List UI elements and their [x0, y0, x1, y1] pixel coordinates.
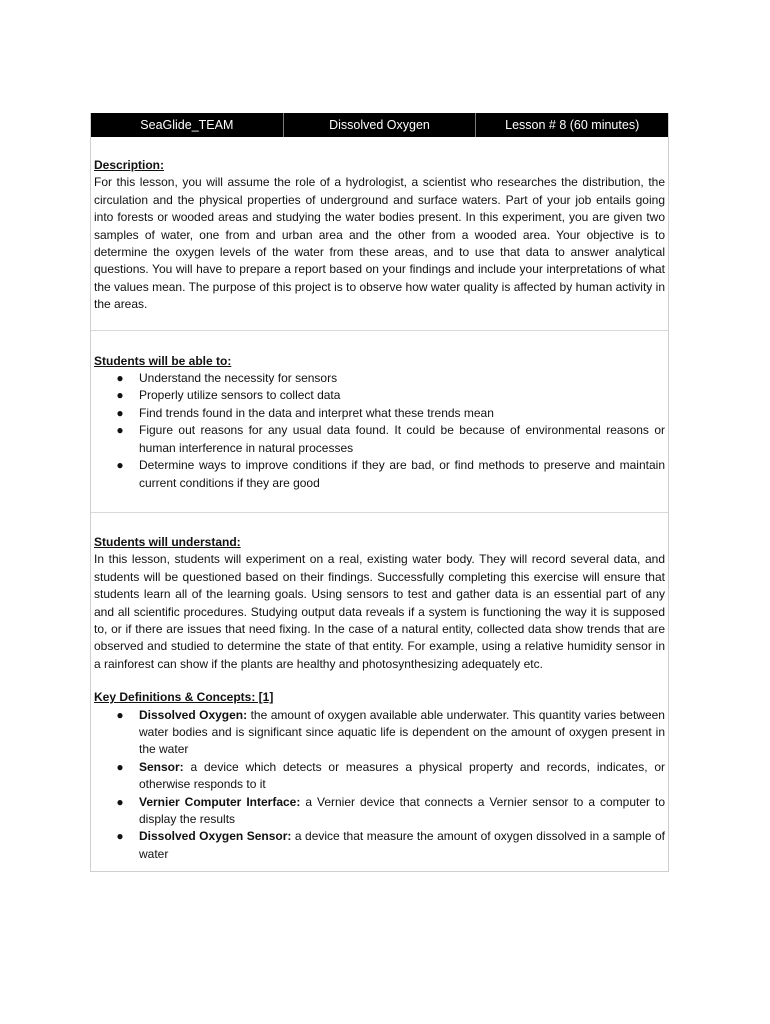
- definition-term: Dissolved Oxygen:: [139, 707, 248, 722]
- bullet-icon: ●: [116, 759, 124, 774]
- bullet-icon: ●: [116, 371, 124, 386]
- definition-text: a device which detects or measures a physical property and records, indicates, or otherwise responds to it: [139, 759, 665, 792]
- understand-heading: Students will understand:: [94, 534, 241, 549]
- understand-text: In this lesson, students will experiment on a real, existing water body. They will record several data, and students will be questioned based on their findings. Successfully completing this exercise will ensure that students learn all of the learning goals. Using sensors to test and gather data is an essential part of any and all scientific procedures. Studying output data reveals if a system is functioning the way it is supposed to, or if there are issues that need fixing. In the case of a natural entity, collected data show trends that are observed and studied to determine the state of that entity. For example, using a relative humidity sensor in a rainforest can show if the plants are healthy and photosynthesizing adequately etc.: [94, 552, 665, 671]
- able-to-heading: Students will be able to:: [94, 353, 232, 368]
- list-item: ● Properly utilize sensors to collect data: [139, 387, 665, 404]
- bullet-icon: ●: [116, 794, 124, 809]
- bullet-icon: ●: [116, 423, 124, 438]
- list-item: ● Understand the necessity for sensors: [139, 370, 665, 387]
- definition-item: [116, 794, 666, 829]
- understand-section: [91, 513, 668, 871]
- bullet-icon: ●: [116, 458, 124, 473]
- program-name: SeaGlide_TEAM: [91, 113, 284, 137]
- list-item: ● Figure out reasons for any usual data found. It could be because of environmental reasons or human interference in natural processes: [116, 423, 665, 455]
- definitions-list: [94, 707, 665, 864]
- definition-item: [116, 828, 665, 863]
- description-heading: Description:: [94, 158, 165, 172]
- bullet-icon: ●: [116, 707, 124, 722]
- definition-term: Vernier Computer Interface:: [139, 794, 301, 809]
- definitions-heading: Key Definitions & Concepts: [1]: [94, 690, 274, 705]
- lesson-header-bar: [91, 113, 668, 137]
- bullet-icon: ●: [116, 829, 124, 844]
- lesson-topic: Dissolved Oxygen: [284, 113, 477, 137]
- definition-term: Dissolved Oxygen Sensor:: [139, 829, 292, 844]
- definition-text: a device that measure the amount of oxygen dissolved in a sample of water: [139, 829, 665, 861]
- list-item: ● Find trends found in the data and interpret what these trends mean: [139, 405, 665, 422]
- definition-text: the amount of oxygen available able underwater. This quantity varies between water bodies and is significant since aquatic life is dependent on the amount of oxygen present in the water: [139, 707, 665, 757]
- definitions-block: [94, 689, 665, 863]
- definition-term: Sensor:: [139, 759, 184, 774]
- bullet-icon: ●: [116, 388, 124, 403]
- bullet-icon: ●: [116, 405, 124, 420]
- definition-item: [116, 759, 665, 794]
- description-section: [91, 137, 668, 331]
- definition-item: [116, 707, 665, 759]
- lesson-number: Lesson # 8 (60 minutes): [505, 118, 640, 132]
- able-to-list: [94, 370, 665, 492]
- definition-text: a Vernier device that connects a Vernier sensor to a computer to display the results: [139, 794, 666, 826]
- lesson-document: [90, 113, 669, 872]
- list-item: ● Determine ways to improve conditions if they are bad, or find methods to preserve and maintain current conditions if they are good: [116, 458, 665, 490]
- description-text: For this lesson, you will assume the role of a hydrologist, a scientist who researches the distribution, the circulation and the physical properties of underground and surface waters. Part of your job entails going into forests or wooded areas and studying the water bodies present. In this experiment, you are given two samples of water, one from and urban area and the other from a wooded area. Your objective is to determine the oxygen levels of the water from these areas, and to use that data to answer analytical questions. You will have to prepare a report based on your findings and include your interpretations of what the values mean. The purpose of this project is to observe how water quality is affected by human activity in the areas.: [94, 175, 665, 312]
- able-to-section: [91, 331, 668, 513]
